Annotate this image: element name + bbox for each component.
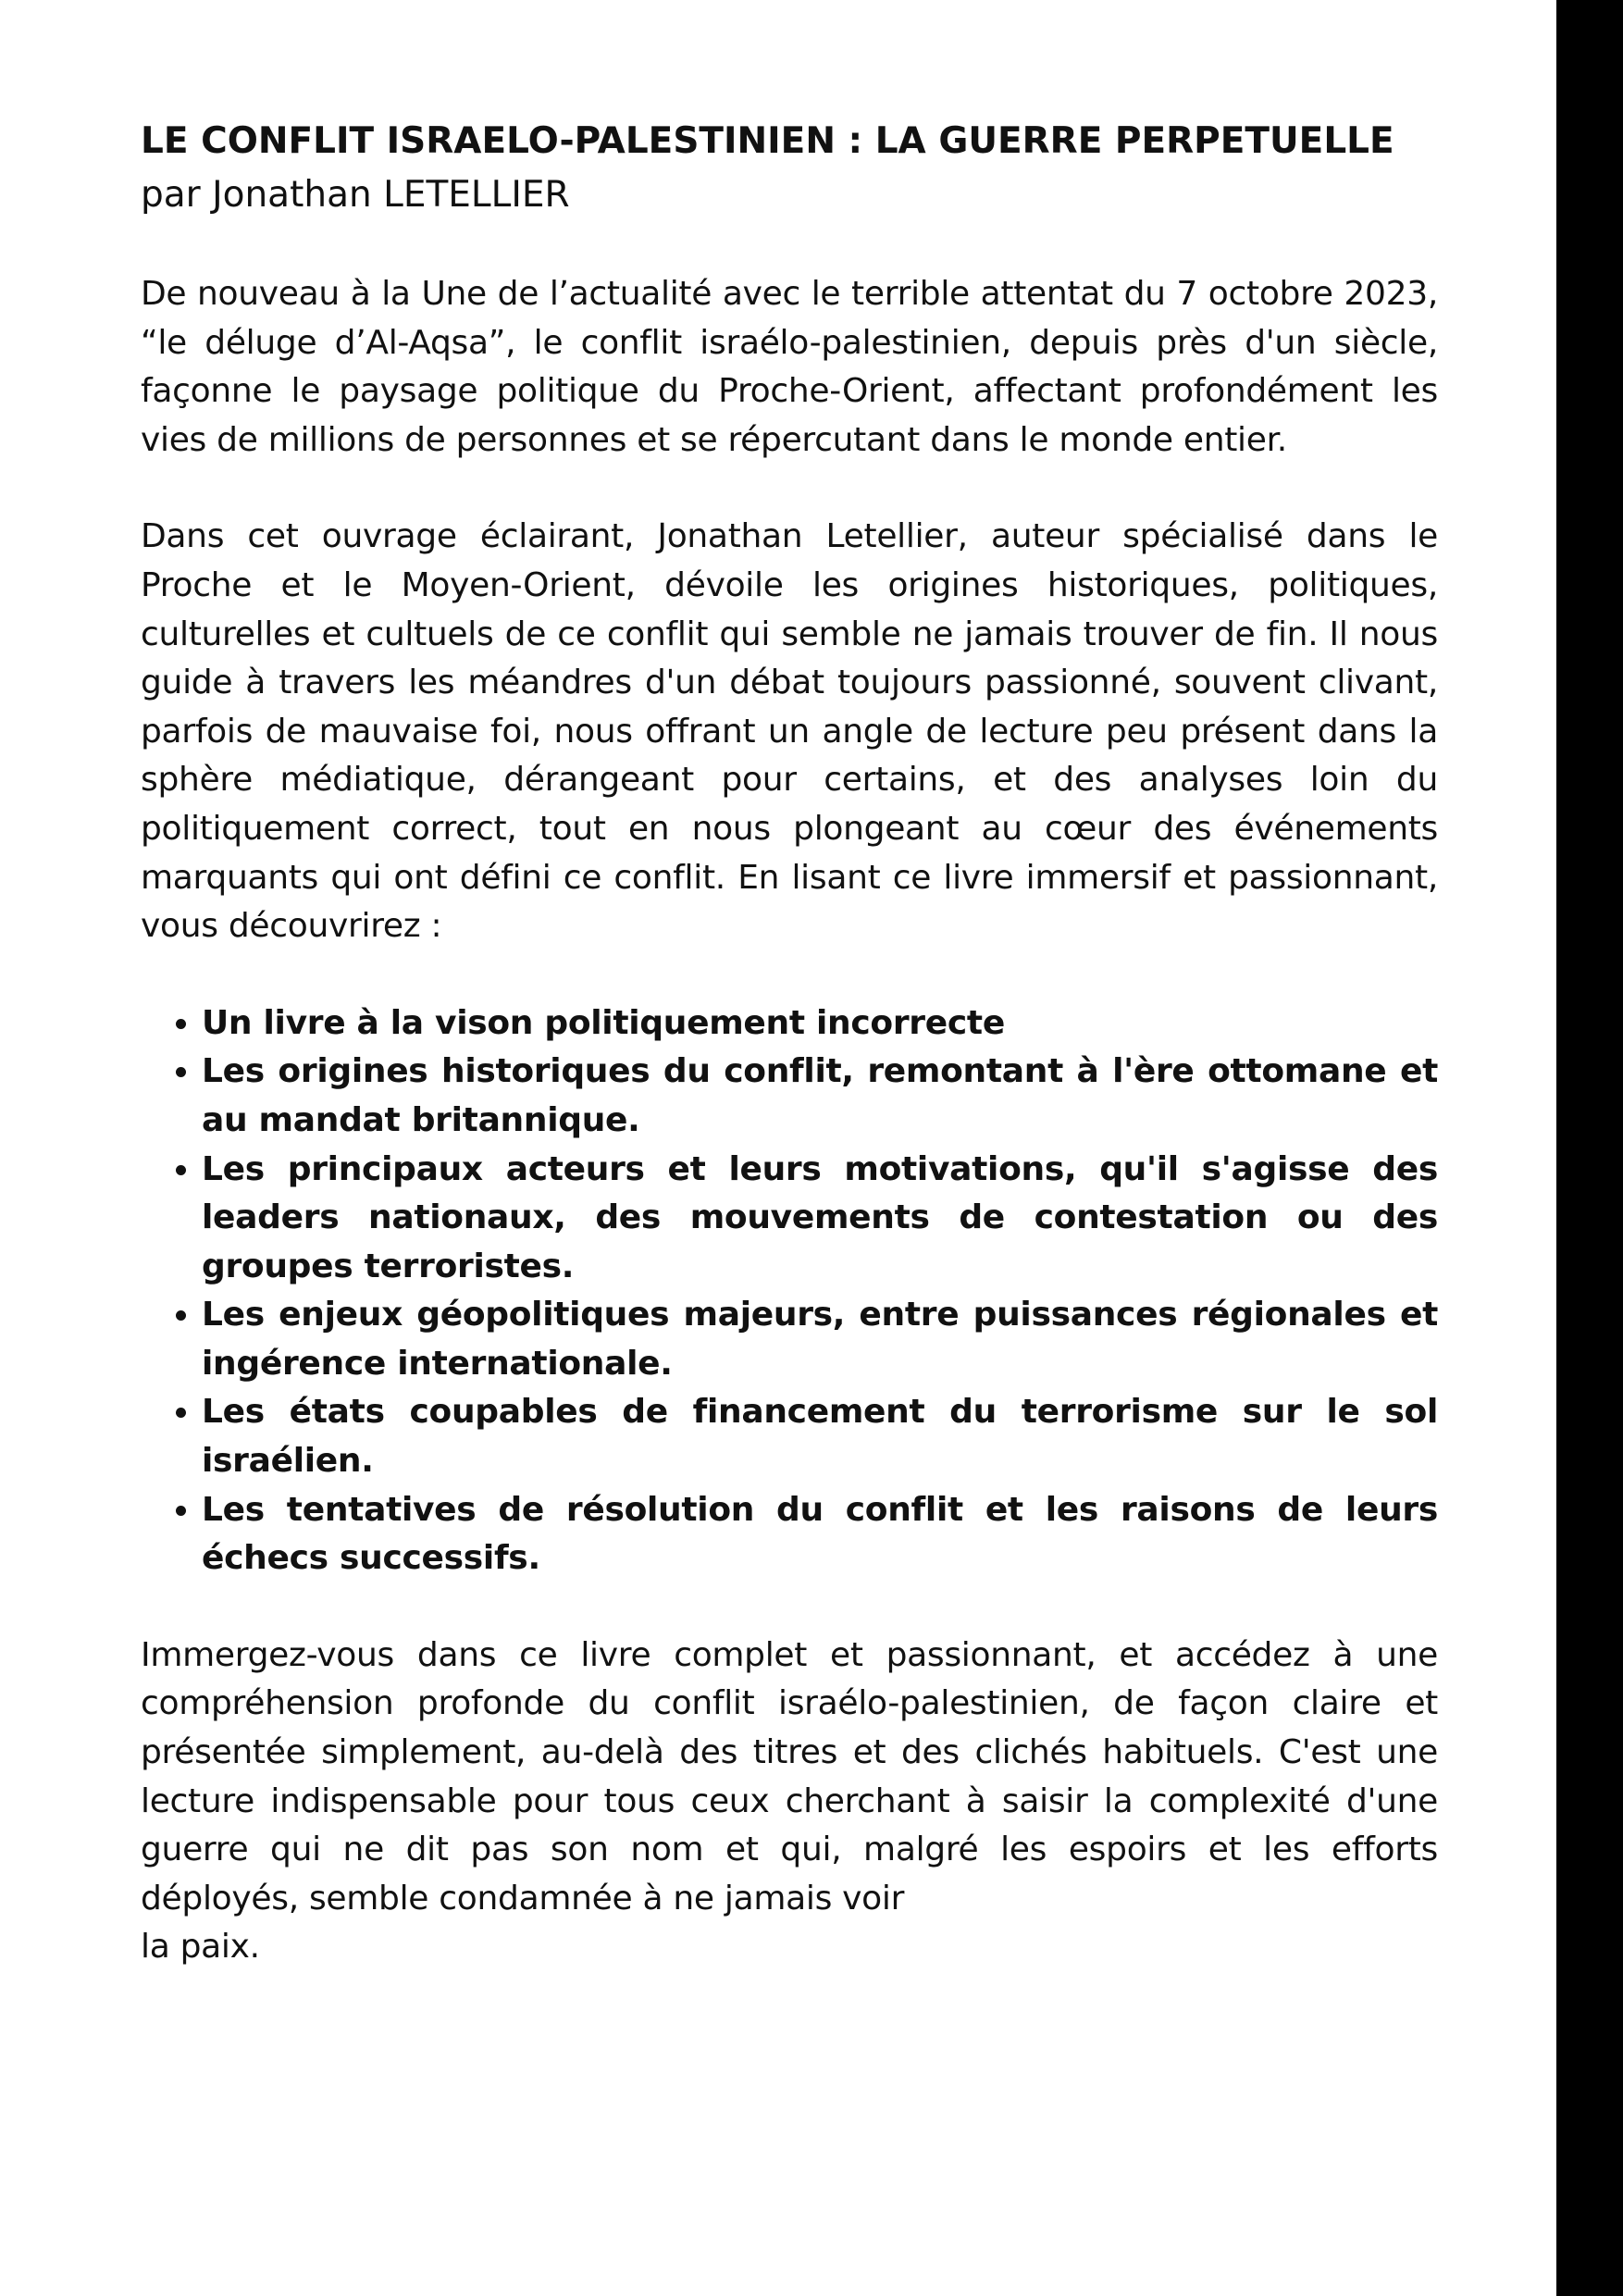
author-line: par Jonathan LETELLIER bbox=[141, 174, 570, 216]
closing-paragraph bbox=[141, 1632, 1438, 1972]
document-title: LE CONFLIT ISRAELO-PALESTINIEN : LA GUERRE PERPETUELLE bbox=[141, 120, 1394, 162]
highlights-list bbox=[141, 999, 1438, 1583]
list-item: • Les enjeux géopolitiques majeurs, entre puissances régionales et ingérence internationale. bbox=[202, 1291, 1438, 1388]
list-item: • Les principaux acteurs et leurs motivations, qu'il s'agisse des leaders nationaux, des mouvements de contestation ou des groupes terroristes. bbox=[202, 1146, 1438, 1292]
list-item: • Un livre à la vison politiquement incorrecte bbox=[202, 999, 1438, 1049]
second-paragraph: Dans cet ouvrage éclairant, Jonathan Letellier, auteur spécialisé dans le Proche et le Moyen-Orient, dévoile les origines historiques, politiques, culturelles et cultuels de ce conflit qui semble ne jamais trouver de fin. Il nous guide à travers les méandres d'un débat toujours passionné, souvent clivant, parfois de mauvaise foi, nous offrant un angle de lecture peu présent dans la sphère médiatique, dérangeant pour certains, et des analyses loin du politiquement correct, tout en nous plongeant au cœur des événements marquants qui ont défini ce conflit. En lisant ce livre immersif et passionnant, vous découvrirez : bbox=[141, 517, 1438, 946]
intro-paragraph: De nouveau à la Une de l’actualité avec le terrible attentat du 7 octobre 2023, “le déluge d’Al-Aqsa”, le conflit israélo-palestinien, depuis près d'un siècle, façonne le paysage politique du Proche-Orient, affectant profondément les vies de millions de personnes et se répercutant dans le monde entier. bbox=[141, 275, 1438, 459]
document-body bbox=[141, 115, 1438, 1972]
list-item: • Les origines historiques du conflit, remontant à l'ère ottomane et au mandat britannique. bbox=[202, 1048, 1438, 1145]
right-edge-strip bbox=[1556, 0, 1623, 2296]
list-item: • Les états coupables de financement du terrorisme sur le sol israélien. bbox=[202, 1388, 1438, 1485]
closing-last-line: la paix. bbox=[141, 1928, 260, 1967]
closing-paragraph-text: Immergez-vous dans ce livre complet et passionnant, et accédez à une compréhension profonde du conflit israélo-palestinien, de façon claire et présentée simplement, au-delà des titres et des clichés habituels. C'est une lecture indispensable pour tous ceux cherchant à saisir la complexité d'une guerre qui ne dit pas son nom et qui, malgré les espoirs et les efforts déployés, semble condamnée à ne jamais voir bbox=[141, 1635, 1438, 1917]
list-item: • Les tentatives de résolution du conflit et les raisons de leurs échecs successifs. bbox=[202, 1486, 1438, 1583]
